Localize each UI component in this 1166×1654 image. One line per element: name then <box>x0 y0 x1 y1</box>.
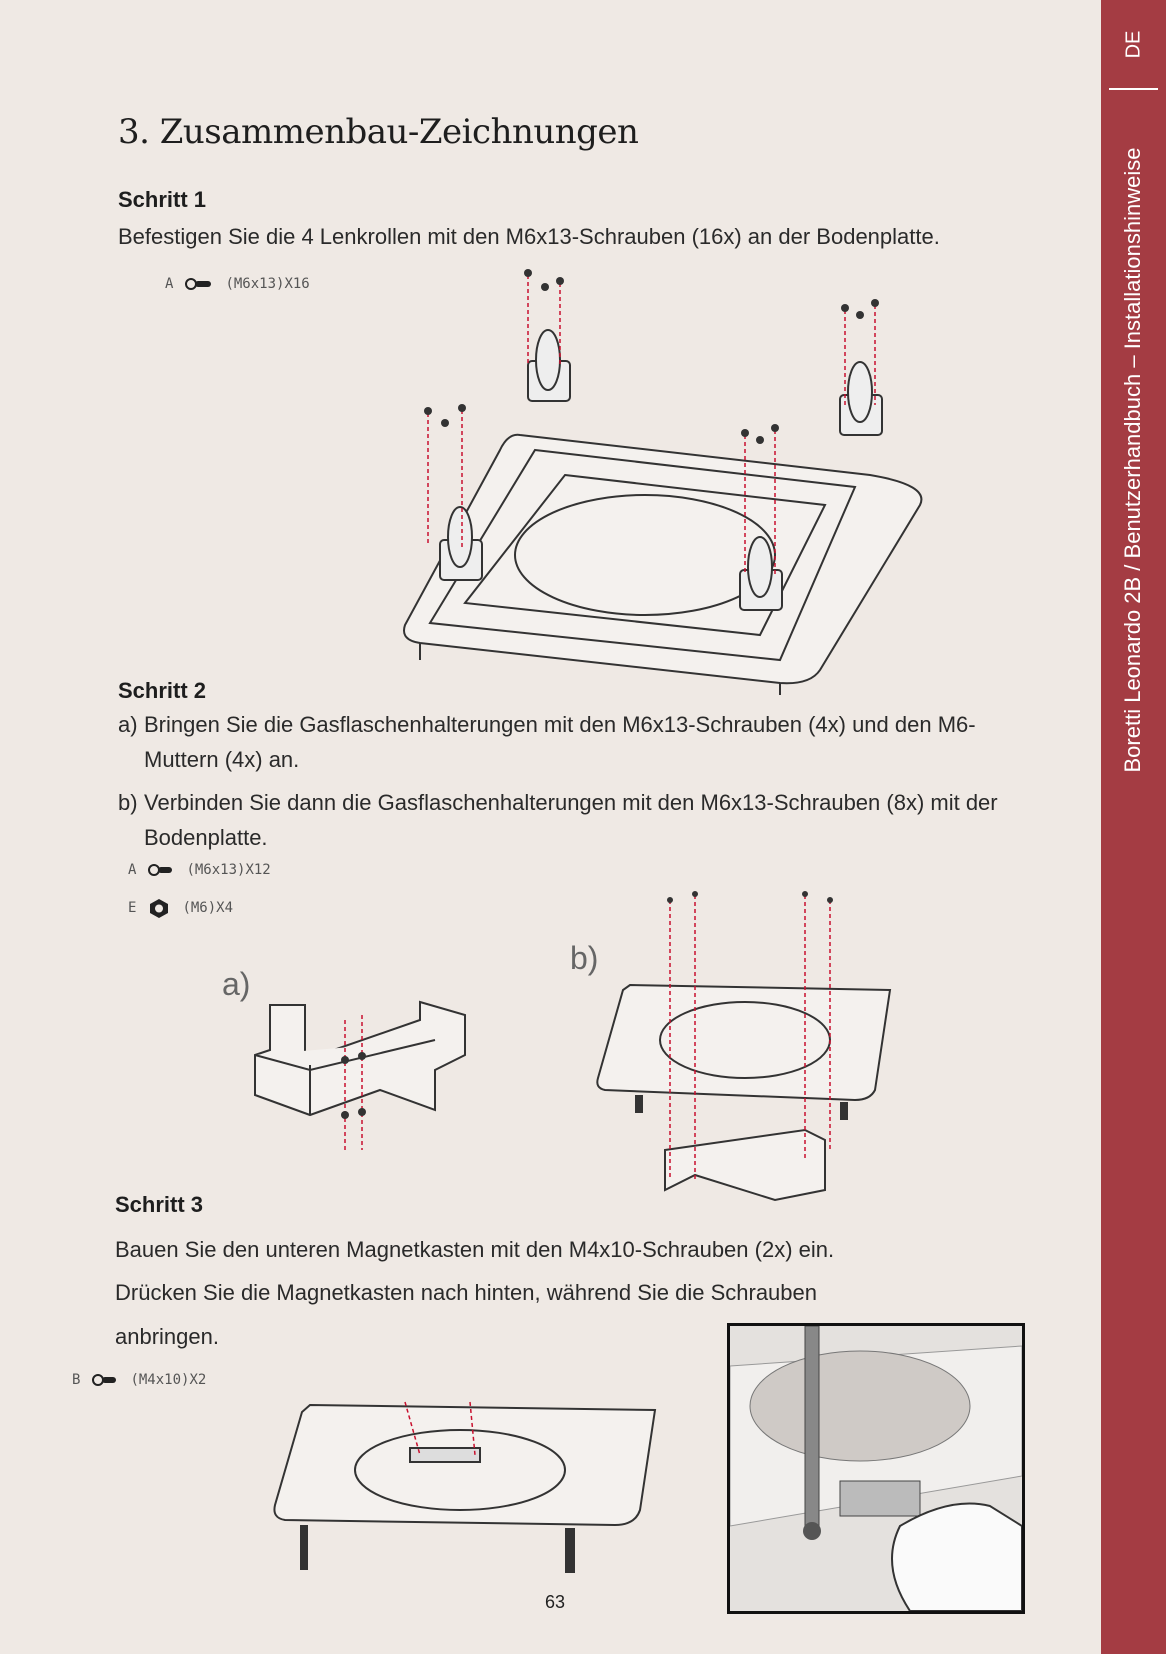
step2-legend-a <box>128 862 271 878</box>
legend-letter: A <box>128 862 137 878</box>
step3-line2: Drücken Sie die Magnetkasten nach hinten, während Sie die Schrauben <box>115 1280 818 1305</box>
running-title: Boretti Leonardo 2B / Benutzerhandbuch – Installationshinweise <box>1120 147 1145 773</box>
step3-legend <box>72 1372 206 1388</box>
list-text: Bringen Sie die Gasflaschenhalterungen mit den M6x13-Schrauben (4x) und den M6-Muttern (4x) an. <box>144 712 976 772</box>
hand-screwdriver-illustration <box>730 1326 1022 1611</box>
language-tab: DE <box>1121 30 1144 58</box>
holder-assembly-diagram <box>250 1000 480 1160</box>
list-text: Verbinden Sie dann die Gasflaschenhalterungen mit den M6x13-Schrauben (8x) mit der Bodenplatte. <box>144 790 998 850</box>
installation-photo <box>727 1323 1025 1614</box>
step2-title: Schritt 2 <box>118 678 207 703</box>
list-item <box>118 707 998 777</box>
legend-spec: (M6x13)X16 <box>225 276 310 292</box>
diagram-label-a: a) <box>222 966 251 1002</box>
step1-title: Schritt 1 <box>118 187 207 212</box>
legend-letter: E <box>128 900 137 916</box>
legend-letter: A <box>165 276 174 292</box>
step3-line3: anbringen. <box>115 1324 219 1349</box>
nut-icon <box>148 898 170 918</box>
step3-title: Schritt 3 <box>115 1192 204 1217</box>
side-band <box>1101 0 1166 1654</box>
diagram-label-b: b) <box>570 940 599 976</box>
legend-spec: (M6)X4 <box>182 900 234 916</box>
list-item <box>118 785 998 855</box>
list-marker: a) <box>118 712 138 737</box>
side-divider <box>1109 88 1158 90</box>
legend-letter: B <box>72 1372 81 1388</box>
page-number: 63 <box>545 1592 566 1612</box>
section-heading: 3. Zusammenbau-Zeichnungen <box>118 112 639 152</box>
step2-legend-e <box>128 898 233 918</box>
screw-icon <box>92 1372 118 1388</box>
step1-legend <box>165 276 310 292</box>
list-marker: b) <box>118 790 138 815</box>
screw-icon <box>185 276 213 292</box>
legend-spec: (M4x10)X2 <box>130 1372 207 1388</box>
step2-list <box>118 707 998 863</box>
caster-assembly-diagram <box>400 265 940 695</box>
plate-holder-diagram <box>595 890 895 1210</box>
magnet-box-diagram <box>270 1400 660 1580</box>
step1-text: Befestigen Sie die 4 Lenkrollen mit den M6x13-Schrauben (16x) an der Bodenplatte. <box>118 224 940 249</box>
legend-spec: (M6x13)X12 <box>186 862 271 878</box>
screw-icon <box>148 862 174 878</box>
step3-line1: Bauen Sie den unteren Magnetkasten mit den M4x10-Schrauben (2x) ein. <box>115 1237 835 1262</box>
